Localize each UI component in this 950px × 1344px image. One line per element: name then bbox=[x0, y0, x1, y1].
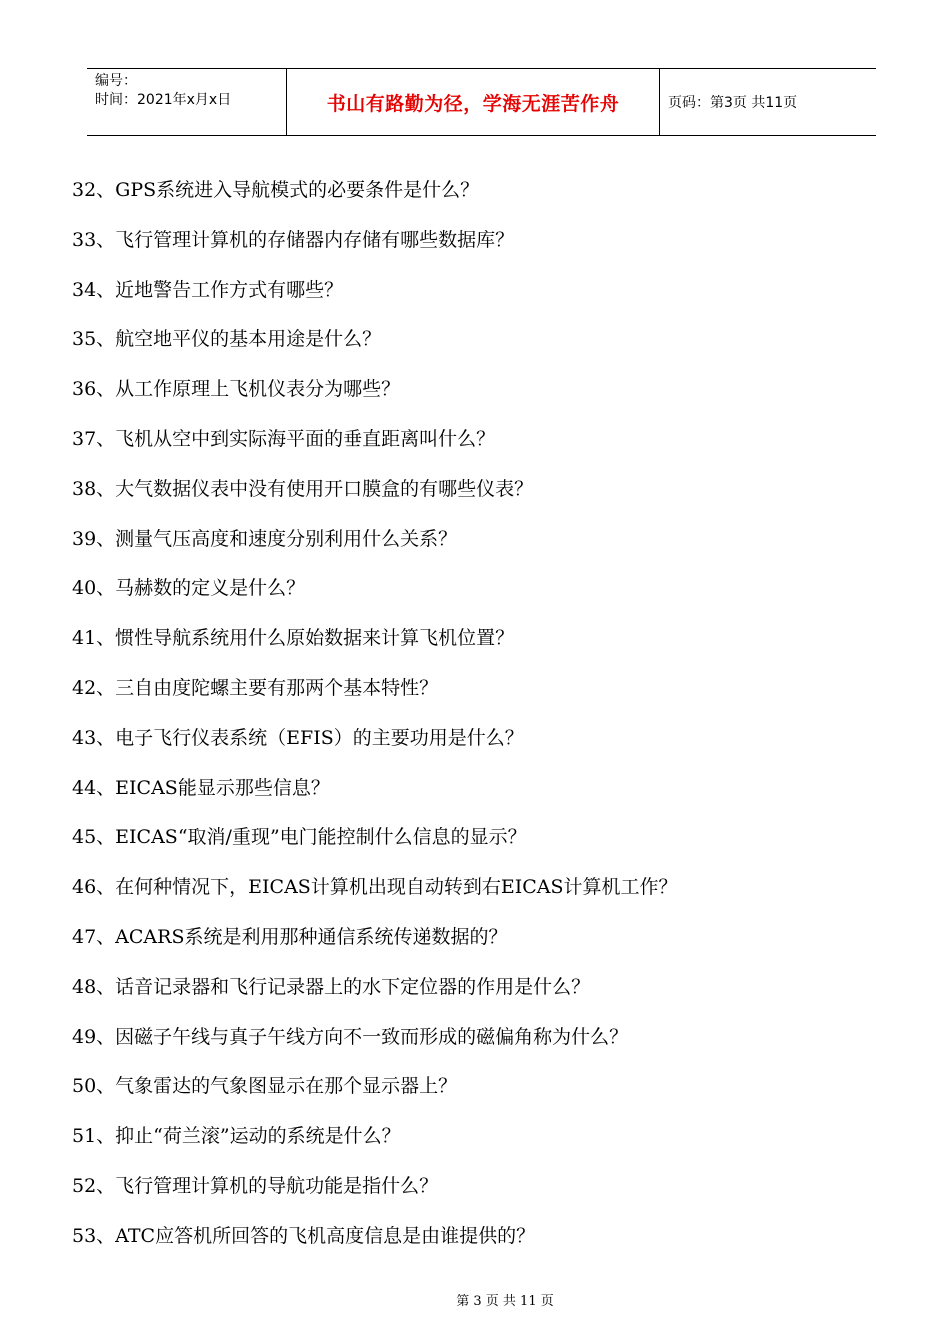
question-item: 47、ACARS系统是利用那种通信系统传递数据的？ bbox=[72, 925, 508, 948]
header-motto: 书山有路勤为径，学海无涯苦作舟 bbox=[326, 92, 620, 115]
question-item: 35、航空地平仪的基本用途是什么？ bbox=[72, 328, 382, 351]
question-item: 39、测量气压高度和速度分别利用什么关系？ bbox=[72, 527, 458, 550]
header-page-info: 页码：第3页 共11页 bbox=[668, 95, 798, 111]
question-item: 36、从工作原理上飞机仪表分为哪些？ bbox=[72, 378, 401, 401]
question-item: 48、话音记录器和飞行记录器上的水下定位器的作用是什么？ bbox=[72, 975, 591, 998]
question-item: 34、近地警告工作方式有哪些？ bbox=[72, 278, 344, 301]
question-item: 45、EICAS“取消/重现”电门能控制什么信息的显示？ bbox=[72, 826, 527, 849]
document-date: 时间：2021年x月x日 bbox=[95, 92, 232, 108]
question-item: 42、三自由度陀螺主要有那两个基本特性？ bbox=[72, 676, 439, 699]
page-footer bbox=[0, 1290, 950, 1309]
question-item: 43、电子飞行仪表系统（EFIS）的主要功用是什么？ bbox=[72, 726, 524, 749]
question-item: 33、飞行管理计算机的存储器内存储有哪些数据库？ bbox=[72, 228, 515, 251]
question-list bbox=[72, 166, 892, 1262]
header-page-cell bbox=[660, 69, 876, 135]
question-item: 40、马赫数的定义是什么？ bbox=[72, 577, 306, 600]
question-item: 44、EICAS能显示那些信息？ bbox=[72, 776, 330, 799]
footer-page-number: 第 3 页 共 11 页 bbox=[456, 1294, 554, 1309]
header-motto-cell bbox=[287, 69, 660, 135]
page-header bbox=[87, 68, 876, 136]
question-item: 46、在何种情况下，EICAS计算机出现自动转到右EICAS计算机工作？ bbox=[72, 876, 678, 899]
question-item: 52、飞行管理计算机的导航功能是指什么？ bbox=[72, 1174, 439, 1197]
question-item: 51、抑止“荷兰滚”运动的系统是什么？ bbox=[72, 1125, 401, 1148]
question-item: 49、因磁子午线与真子午线方向不一致而形成的磁偏角称为什么？ bbox=[72, 1025, 629, 1048]
header-meta-cell bbox=[87, 69, 287, 135]
question-item: 32、GPS系统进入导航模式的必要条件是什么？ bbox=[72, 179, 480, 201]
question-item: 41、惯性导航系统用什么原始数据来计算飞机位置？ bbox=[72, 627, 515, 650]
question-item: 37、飞机从空中到实际海平面的垂直距离叫什么？ bbox=[72, 427, 496, 450]
document-number-label: 编号： bbox=[95, 73, 137, 89]
question-item: 53、ATC应答机所回答的飞机高度信息是由谁提供的？ bbox=[72, 1224, 536, 1247]
question-item: 38、大气数据仪表中没有使用开口膜盒的有哪些仪表？ bbox=[72, 477, 534, 500]
question-item: 50、气象雷达的气象图显示在那个显示器上？ bbox=[72, 1075, 458, 1098]
